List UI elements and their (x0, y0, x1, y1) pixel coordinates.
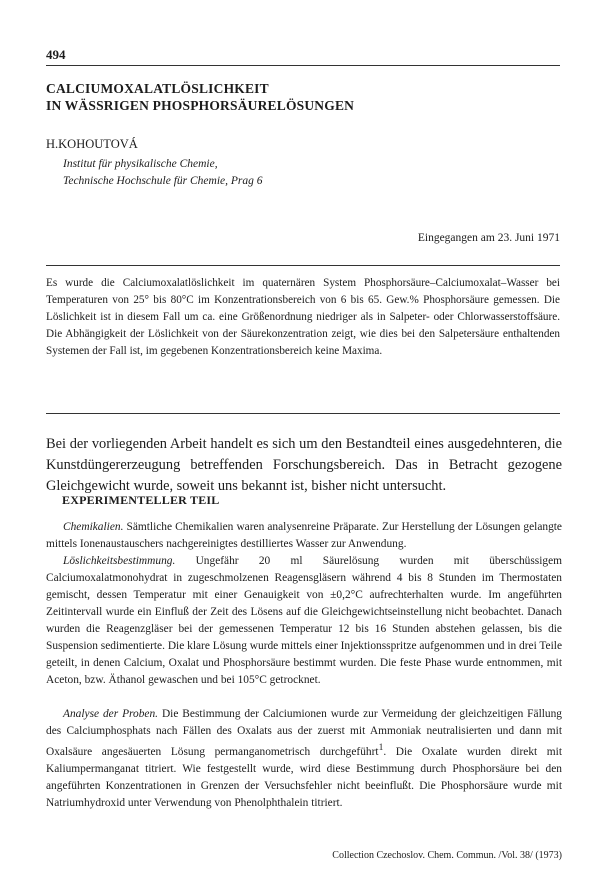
chemicals-label: Chemikalien. (63, 521, 124, 533)
abstract-bottom-rule (46, 413, 560, 414)
affiliation (63, 156, 263, 190)
solubility-text: Ungefähr 20 ml Säurelösung wurden mit überschüssigem Calciumoxalatmonohydrat in zugeschmolzenen Reagensgläsern während 4 bis 8 Stunden im Thermostaten gemischt, dessen Temperatur mit einer Genauigkeit von ±0,2°C aufrechterhalten wurde. Im angeführten Zeitintervall wurde ein Einfluß der Zeit des Lösens auf die Gleichgewichtseinstellung nicht beobachtet. Danach wurden die Reagenzgläser bei der gemessenen Temperatur 12 bis 16 Stunden abstehen gelassen, bis die Suspension sedimentierte. Die klare Lösung wurde mittels einer Injektionsspritze aufgenommen und in drei Teile geteilt, in denen Calcium, Oxalat und Phosphorsäure bestimmt wurden. Die feste Phase wurde entnommen, mit Aceton, bzw. Äthanol gewaschen und bei 105°C getrocknet. (46, 555, 562, 686)
solubility-paragraph (46, 553, 562, 689)
author: H.KOHOUTOVÁ (46, 137, 138, 151)
affiliation-line-2: Technische Hochschule für Chemie, Prag 6 (63, 175, 263, 187)
analysis-text-a: Die Bestimmung der Calciumionen wurde zur Vermeidung der gleichzeitigen Fällung des Calciumphosphats nach Fällen des Oxalats aus der zuerst mit Ammoniak neutralisierten und dann mit Oxalsäure angesäuerten Lösung permanganometrisch durchgeführt (46, 708, 562, 758)
affiliation-line-1: Institut für physikalische Chemie, (63, 158, 218, 170)
abstract: Es wurde die Calciumoxalatlöslichkeit im quaternären System Phosphorsäure–Calciumoxalat–Wasser bei Temperaturen von 25° bis 80°C im Konzentrationsbereich von 6 bis 65. Gew.% Phosphorsäure gemessen. Die Löslichkeit ist in diesem Fall um ca. eine Größenordnung niedriger als in Salpeter- oder Chlorwasserstoffsäure. Die Abhängigkeit der Löslichkeit von der Säurekonzentration zeigt, wie dies bei den Salpetersäure enthaltenden Systemen der Fall ist, im gegebenen Konzentrationsbereich keine Maxima. (46, 277, 560, 357)
solubility-label: Löslichkeitsbestimmung. (63, 555, 176, 567)
methods-block-2 (46, 706, 562, 812)
section-heading: EXPERIMENTELLER TEIL (62, 493, 220, 507)
article-title (46, 80, 354, 114)
footer-citation: Collection Czechoslov. Chem. Commun. /Vol. 38/ (1973) (332, 850, 562, 861)
title-line-1: CALCIUMOXALATLÖSLICHKEIT (46, 81, 269, 96)
analysis-text-b: . Die Oxalate wurden direkt mit Kaliumpermanganat titriert. Wie festgestellt wurde, wird diese Bestimmung durch Phosphorsäure bei den angeführten Konzentrationen in Grenzen der Versuchsfehler nicht beeinflußt. Die Phosphorsäure wurde mit Natriumhydroxid unter Verwendung von Phenolphthalein titriert. (46, 745, 562, 809)
header-rule (46, 65, 560, 66)
analysis-paragraph (46, 706, 562, 812)
title-line-2: IN WÄSSRIGEN PHOSPHORSÄURELÖSUNGEN (46, 98, 355, 113)
reference-marker[interactable]: 1 (378, 743, 384, 753)
received-date: Eingegangen am 23. Juni 1971 (417, 232, 560, 244)
methods-block-1 (46, 519, 562, 689)
chemicals-text: Sämtliche Chemikalien waren analysenreine Präparate. Zur Herstellung der Lösungen gelangte mittels Ionenaustauschers nachgereinigtes destilliertes Wasser zur Anwendung. (46, 521, 562, 550)
chemicals-paragraph (46, 519, 562, 553)
page-number: 494 (46, 47, 66, 62)
abstract-top-rule (46, 265, 560, 266)
introduction: Bei der vorliegenden Arbeit handelt es sich um den Bestandteil eines ausgedehnteren, die Kunstdüngererzeugung betreffenden Forschungsbereich. Das in Betracht gezogene Gleichgewicht wurde, soweit uns bekannt ist, bisher nicht untersucht. (46, 436, 562, 494)
analysis-label: Analyse der Proben. (63, 708, 159, 720)
